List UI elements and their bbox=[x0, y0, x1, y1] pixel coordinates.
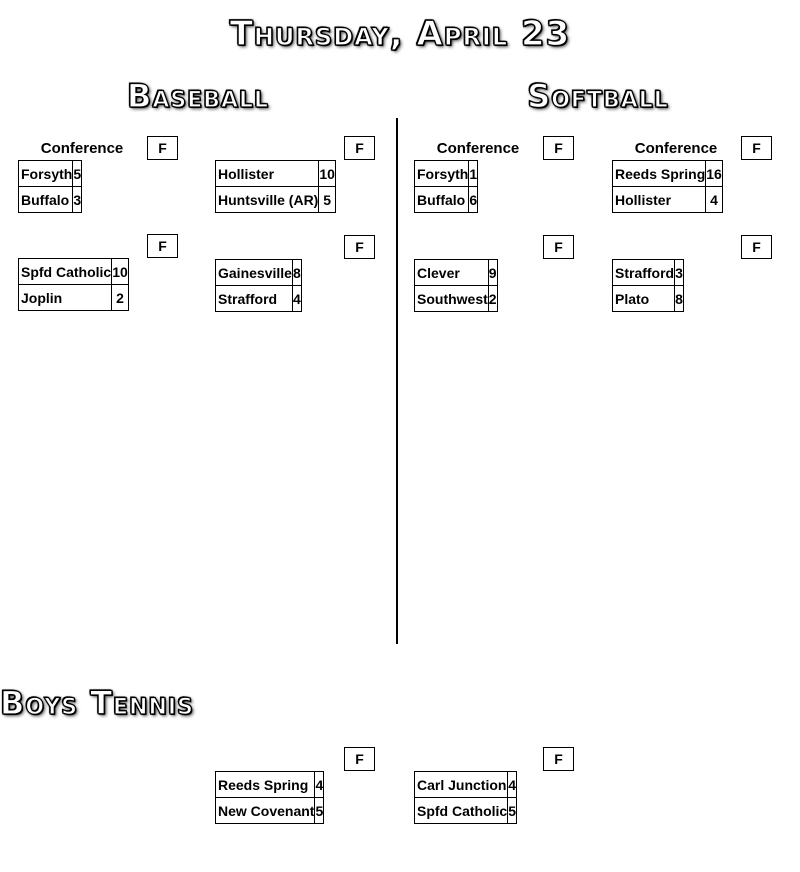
team-row bbox=[216, 798, 324, 824]
team-score: 4 bbox=[706, 187, 723, 213]
team-name: Joplin bbox=[19, 285, 112, 311]
boys-tennis-section-title: Boys Tennis bbox=[0, 684, 194, 722]
team-score: 10 bbox=[319, 161, 336, 187]
team-row bbox=[19, 187, 82, 213]
team-row bbox=[216, 286, 302, 312]
game-header bbox=[414, 747, 542, 772]
team-score: 1 bbox=[469, 161, 478, 187]
final-column-header: F bbox=[344, 136, 375, 160]
team-row bbox=[613, 161, 723, 187]
team-name: Hollister bbox=[613, 187, 706, 213]
team-name: Forsyth bbox=[19, 161, 73, 187]
page-title: Thursday, April 23 bbox=[229, 14, 571, 54]
team-score: 4 bbox=[315, 772, 324, 798]
section-divider bbox=[396, 118, 398, 644]
team-score: 3 bbox=[73, 187, 82, 213]
game-header bbox=[18, 234, 146, 259]
team-row bbox=[19, 259, 129, 285]
final-column-header: F bbox=[741, 136, 772, 160]
team-name: Strafford bbox=[613, 260, 675, 286]
team-name: Plato bbox=[613, 286, 675, 312]
final-column-header: F bbox=[543, 136, 574, 160]
team-score: 5 bbox=[315, 798, 324, 824]
team-score: 3 bbox=[675, 260, 684, 286]
score-table bbox=[414, 160, 478, 213]
team-row bbox=[415, 286, 498, 312]
team-row bbox=[216, 260, 302, 286]
team-score: 8 bbox=[292, 260, 301, 286]
team-name: Carl Junction bbox=[415, 772, 508, 798]
score-table bbox=[612, 259, 684, 312]
team-row bbox=[216, 187, 336, 213]
team-row bbox=[415, 772, 517, 798]
team-score: 2 bbox=[488, 286, 497, 312]
team-score: 4 bbox=[292, 286, 301, 312]
team-score: 8 bbox=[675, 286, 684, 312]
team-row bbox=[613, 260, 684, 286]
team-score: 5 bbox=[508, 798, 517, 824]
final-column-header: F bbox=[741, 235, 772, 259]
final-column-header: F bbox=[147, 234, 178, 258]
team-score: 10 bbox=[112, 259, 129, 285]
score-table bbox=[215, 259, 302, 312]
final-column-header: F bbox=[147, 136, 178, 160]
baseball-section-title: Baseball bbox=[126, 77, 270, 115]
team-score: 5 bbox=[319, 187, 336, 213]
team-row bbox=[19, 285, 129, 311]
score-table bbox=[414, 259, 498, 312]
score-table bbox=[414, 771, 517, 824]
team-name: Forsyth bbox=[415, 161, 469, 187]
team-name: Clever bbox=[415, 260, 489, 286]
score-table bbox=[18, 160, 82, 213]
team-score: 9 bbox=[488, 260, 497, 286]
team-row bbox=[613, 286, 684, 312]
final-column-header: F bbox=[344, 747, 375, 771]
team-name: Gainesville bbox=[216, 260, 293, 286]
team-score: 2 bbox=[112, 285, 129, 311]
game-header: Conference bbox=[634, 140, 718, 157]
final-column-header: F bbox=[543, 235, 574, 259]
score-table bbox=[215, 160, 336, 213]
team-name: Reeds Spring bbox=[216, 772, 315, 798]
game-header: Conference bbox=[436, 140, 520, 157]
team-name: Strafford bbox=[216, 286, 293, 312]
team-name: Reeds Spring bbox=[613, 161, 706, 187]
game-header: Conference bbox=[40, 140, 124, 157]
game-header bbox=[612, 235, 740, 260]
team-row bbox=[216, 161, 336, 187]
team-row bbox=[415, 187, 478, 213]
team-row bbox=[19, 161, 82, 187]
team-name: Buffalo bbox=[415, 187, 469, 213]
game-header bbox=[215, 747, 343, 772]
softball-section-title: Softball bbox=[527, 77, 669, 115]
team-name: New Covenant bbox=[216, 798, 315, 824]
team-row bbox=[415, 798, 517, 824]
final-column-header: F bbox=[344, 235, 375, 259]
game-header bbox=[414, 235, 542, 260]
team-name: Spfd Catholic bbox=[19, 259, 112, 285]
team-name: Spfd Catholic bbox=[415, 798, 508, 824]
game-header bbox=[215, 235, 343, 260]
final-column-header: F bbox=[543, 747, 574, 771]
score-table bbox=[215, 771, 324, 824]
team-score: 5 bbox=[73, 161, 82, 187]
team-name: Hollister bbox=[216, 161, 319, 187]
team-row bbox=[415, 161, 478, 187]
score-table bbox=[18, 258, 129, 311]
team-name: Buffalo bbox=[19, 187, 73, 213]
team-row bbox=[415, 260, 498, 286]
team-row bbox=[613, 187, 723, 213]
team-name: Huntsville (AR) bbox=[216, 187, 319, 213]
game-header bbox=[215, 136, 343, 161]
score-table bbox=[612, 160, 723, 213]
team-score: 4 bbox=[508, 772, 517, 798]
team-score: 16 bbox=[706, 161, 723, 187]
team-name: Southwest bbox=[415, 286, 489, 312]
team-row bbox=[216, 772, 324, 798]
team-score: 6 bbox=[469, 187, 478, 213]
